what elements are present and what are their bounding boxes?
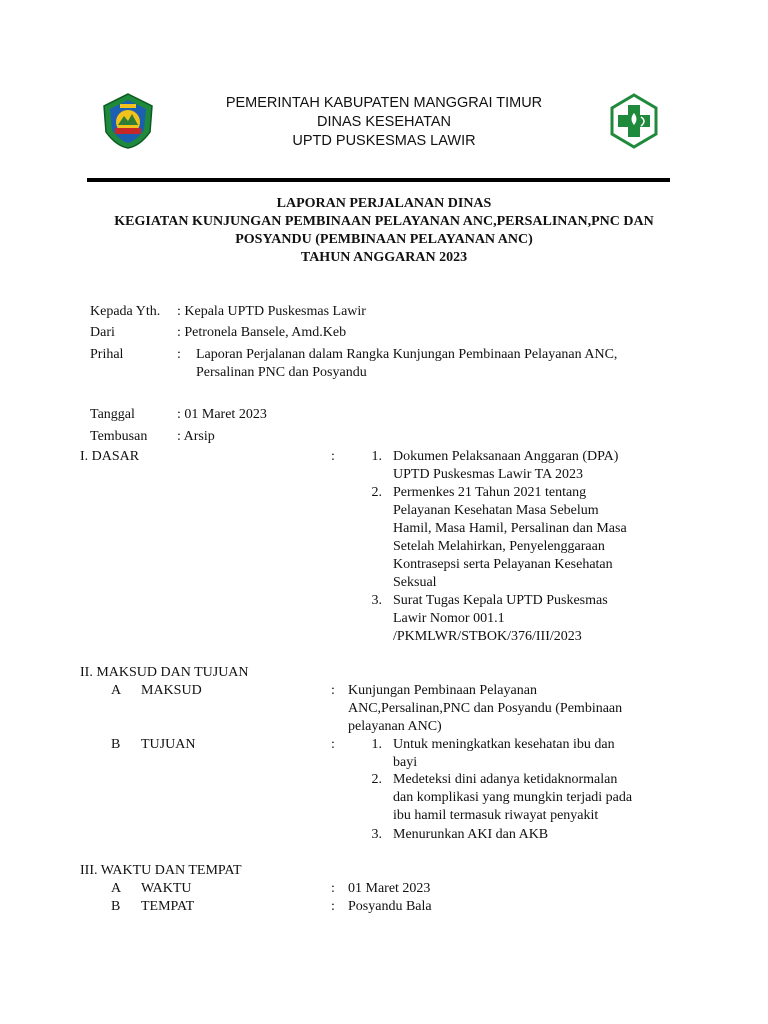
header-line-1: PEMERINTAH KABUPATEN MANGGRAI TIMUR bbox=[225, 95, 543, 111]
waktu-label: WAKTU bbox=[141, 881, 192, 896]
dasar-item-2: Permenkes 21 Tahun 2021 tentang Pelayanan Kesehatan Masa Sebelum Hamil, Masa Hamil, Persalinan dan Masa Setelah Melahirkan, Penyelenggaraan Kontrasepsi serta Pelayanan Kesehatan Seksual bbox=[393, 485, 627, 590]
waktu-value: 01 Maret 2023 bbox=[348, 881, 431, 896]
dasar-item-2-number: 2. bbox=[371, 485, 382, 500]
tujuan-item-3: Menurunkan AKI dan AKB bbox=[393, 827, 549, 842]
tujuan-letter: B bbox=[111, 737, 121, 752]
maksud-label: MAKSUD bbox=[141, 683, 202, 698]
report-subtitle-1: KEGIATAN KUNJUNGAN PEMBINAAN PELAYANAN ANC,PERSALINAN,PNC DAN bbox=[114, 214, 654, 229]
dasar-item-1-number: 1. bbox=[371, 449, 382, 464]
tembusan-label: Tembusan bbox=[90, 429, 148, 444]
tanggal-value: : 01 Maret 2023 bbox=[177, 407, 267, 422]
dari-value: : Petronela Bansele, Amd.Keb bbox=[177, 325, 347, 340]
waktu-colon: : bbox=[331, 881, 335, 896]
report-title: LAPORAN PERJALANAN DINAS bbox=[276, 196, 492, 211]
tanggal-label: Tanggal bbox=[90, 407, 135, 422]
tujuan-label: TUJUAN bbox=[141, 737, 196, 752]
prihal-colon: : bbox=[177, 347, 181, 362]
kepada-value: : Kepala UPTD Puskesmas Lawir bbox=[177, 304, 366, 319]
dasar-item-3-number: 3. bbox=[371, 593, 382, 608]
tujuan-item-3-number: 3. bbox=[371, 827, 382, 842]
waktu-tempat-heading: III. WAKTU DAN TEMPAT bbox=[80, 863, 242, 878]
tempat-letter: B bbox=[111, 899, 121, 914]
maksud-colon: : bbox=[331, 683, 335, 698]
dari-label: Dari bbox=[90, 325, 115, 340]
tujuan-item-1: Untuk meningkatkan kesehatan ibu dan bayi bbox=[393, 737, 615, 770]
tempat-colon: : bbox=[331, 899, 335, 914]
dasar-colon: : bbox=[331, 449, 335, 464]
dasar-heading: I. DASAR bbox=[80, 449, 140, 464]
report-subtitle-2: POSYANDU (PEMBINAAN PELAYANAN ANC) bbox=[235, 232, 533, 247]
dasar-item-1: Dokumen Pelaksanaan Anggaran (DPA) UPTD Puskesmas Lawir TA 2023 bbox=[393, 449, 619, 482]
tujuan-item-2: Medeteksi dini adanya ketidaknormalan dan komplikasi yang mungkin terjadi pada ibu hamil termasuk riwayat penyakit bbox=[393, 772, 633, 823]
maksud-letter: A bbox=[111, 683, 122, 698]
header-line-3: UPTD PUSKESMAS LAWIR bbox=[292, 133, 476, 149]
tujuan-item-2-number: 2. bbox=[371, 772, 382, 787]
prihal-label: Prihal bbox=[90, 347, 124, 362]
tujuan-item-1-number: 1. bbox=[371, 737, 382, 752]
tembusan-value: : Arsip bbox=[177, 429, 215, 444]
maksud-value: Kunjungan Pembinaan Pelayanan ANC,Persalinan,PNC dan Posyandu (Pembinaan pelayanan ANC) bbox=[348, 683, 623, 734]
letterhead-rule bbox=[87, 178, 670, 182]
tujuan-colon: : bbox=[331, 737, 335, 752]
maksud-tujuan-heading: II. MAKSUD DAN TUJUAN bbox=[80, 665, 249, 680]
kepada-label: Kepada Yth. bbox=[90, 304, 161, 319]
tempat-value: Posyandu Bala bbox=[348, 899, 432, 914]
prihal-value-line-2: Persalinan PNC dan Posyandu bbox=[196, 365, 367, 380]
header-line-2: DINAS KESEHATAN bbox=[316, 114, 452, 130]
report-fiscal-year: TAHUN ANGGARAN 2023 bbox=[300, 250, 468, 265]
dasar-item-3: Surat Tugas Kepala UPTD Puskesmas Lawir Nomor 001.1 /PKMLWR/STBOK/376/III/2023 bbox=[393, 593, 608, 644]
waktu-letter: A bbox=[111, 881, 122, 896]
tempat-label: TEMPAT bbox=[141, 899, 195, 914]
prihal-value-line-1: Laporan Perjalanan dalam Rangka Kunjungan Pembinaan Pelayanan ANC, bbox=[196, 347, 618, 362]
